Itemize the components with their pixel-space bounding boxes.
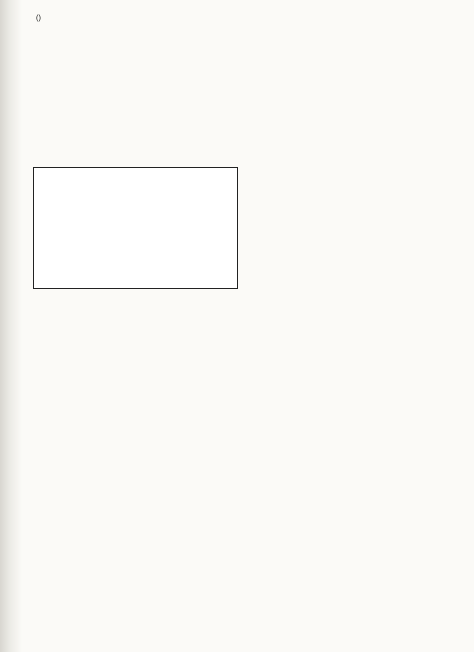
top-chart bbox=[256, 50, 456, 250]
side-chart bbox=[256, 318, 456, 554]
front-back-chart bbox=[40, 318, 240, 554]
pattern-instructions bbox=[36, 14, 250, 23]
color-key bbox=[33, 167, 238, 289]
bleed-through-text bbox=[260, 12, 460, 22]
shown-on: () bbox=[36, 13, 41, 22]
gutter-chart-fragment bbox=[0, 330, 12, 570]
